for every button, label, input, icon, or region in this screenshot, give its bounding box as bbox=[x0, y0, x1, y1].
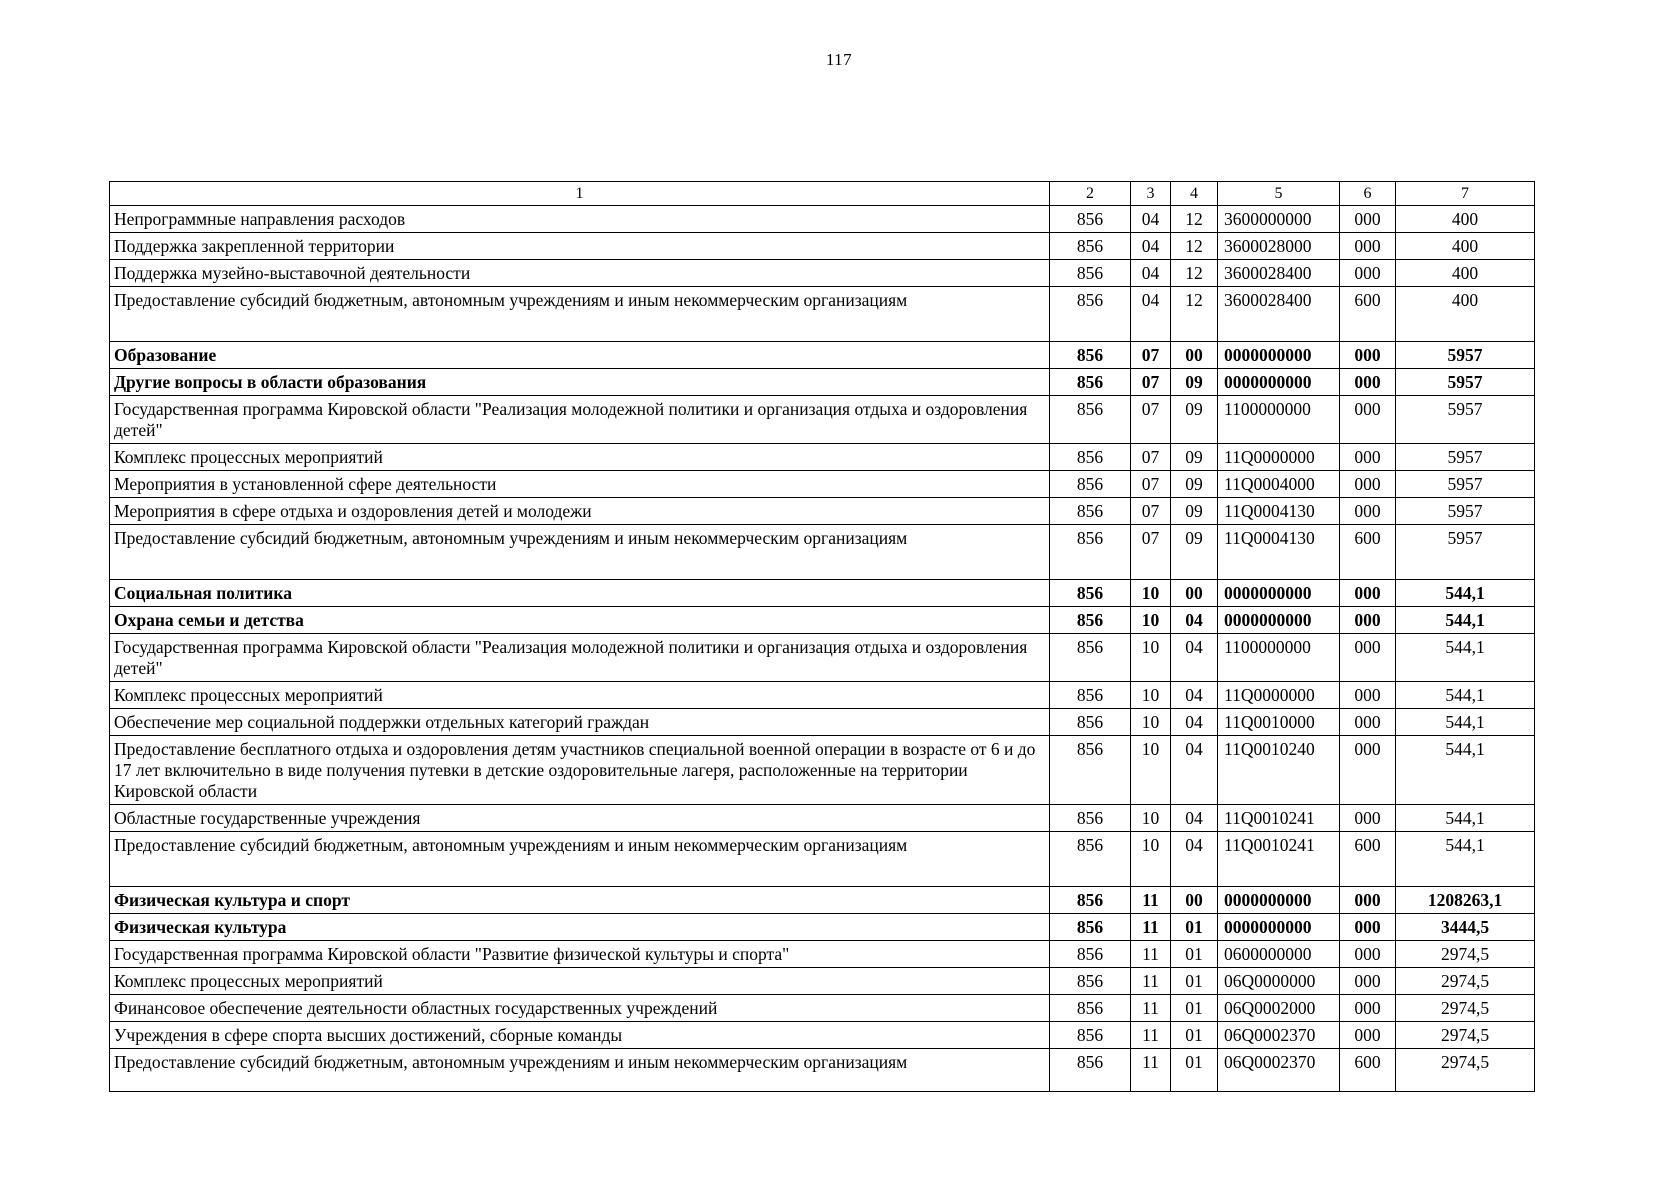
table-row bbox=[110, 233, 1535, 260]
row-description: Обеспечение мер социальной поддержки отдельных категорий граждан bbox=[110, 709, 1050, 736]
cell-ministry-code: 856 bbox=[1050, 342, 1131, 369]
cell-section-code: 11 bbox=[1131, 914, 1171, 941]
cell-amount: 5957 bbox=[1396, 498, 1535, 525]
cell-expense-type: 000 bbox=[1340, 634, 1396, 682]
column-header-1: 1 bbox=[110, 182, 1050, 206]
cell-subsection-code: 01 bbox=[1171, 1049, 1218, 1092]
table-row bbox=[110, 471, 1535, 498]
table-row bbox=[110, 580, 1535, 607]
cell-expense-type: 000 bbox=[1340, 471, 1396, 498]
cell-amount: 400 bbox=[1396, 287, 1535, 342]
cell-ministry-code: 856 bbox=[1050, 369, 1131, 396]
cell-target-article: 06Q0002370 bbox=[1218, 1049, 1340, 1092]
cell-ministry-code: 856 bbox=[1050, 260, 1131, 287]
cell-expense-type: 000 bbox=[1340, 736, 1396, 805]
cell-ministry-code: 856 bbox=[1050, 607, 1131, 634]
column-header-3: 3 bbox=[1131, 182, 1171, 206]
cell-target-article: 3600000000 bbox=[1218, 206, 1340, 233]
row-description: Физическая культура bbox=[110, 914, 1050, 941]
cell-expense-type: 000 bbox=[1340, 805, 1396, 832]
cell-target-article: 06Q0002370 bbox=[1218, 1022, 1340, 1049]
column-header-2: 2 bbox=[1050, 182, 1131, 206]
table-row bbox=[110, 260, 1535, 287]
cell-target-article: 3600028400 bbox=[1218, 260, 1340, 287]
cell-target-article: 3600028400 bbox=[1218, 287, 1340, 342]
cell-amount: 544,1 bbox=[1396, 736, 1535, 805]
cell-subsection-code: 04 bbox=[1171, 634, 1218, 682]
row-description: Мероприятия в сфере отдыха и оздоровления детей и молодежи bbox=[110, 498, 1050, 525]
cell-expense-type: 000 bbox=[1340, 206, 1396, 233]
cell-subsection-code: 00 bbox=[1171, 580, 1218, 607]
cell-subsection-code: 12 bbox=[1171, 287, 1218, 342]
column-header-7: 7 bbox=[1396, 182, 1535, 206]
cell-expense-type: 000 bbox=[1340, 260, 1396, 287]
row-description: Физическая культура и спорт bbox=[110, 887, 1050, 914]
row-description: Государственная программа Кировской области "Реализация молодежной политики и организация отдыха и оздоровления детей" bbox=[110, 396, 1050, 444]
cell-ministry-code: 856 bbox=[1050, 233, 1131, 260]
table-row bbox=[110, 941, 1535, 968]
cell-target-article: 11Q0004000 bbox=[1218, 471, 1340, 498]
table-row bbox=[110, 396, 1535, 444]
cell-ministry-code: 856 bbox=[1050, 498, 1131, 525]
cell-expense-type: 600 bbox=[1340, 525, 1396, 580]
cell-ministry-code: 856 bbox=[1050, 634, 1131, 682]
cell-section-code: 10 bbox=[1131, 709, 1171, 736]
cell-target-article: 1100000000 bbox=[1218, 396, 1340, 444]
cell-subsection-code: 09 bbox=[1171, 471, 1218, 498]
cell-ministry-code: 856 bbox=[1050, 995, 1131, 1022]
table-row bbox=[110, 342, 1535, 369]
cell-subsection-code: 01 bbox=[1171, 1022, 1218, 1049]
cell-amount: 2974,5 bbox=[1396, 995, 1535, 1022]
table-row bbox=[110, 287, 1535, 342]
cell-expense-type: 600 bbox=[1340, 832, 1396, 887]
cell-amount: 544,1 bbox=[1396, 634, 1535, 682]
cell-ministry-code: 856 bbox=[1050, 287, 1131, 342]
row-description: Другие вопросы в области образования bbox=[110, 369, 1050, 396]
row-description: Предоставление субсидий бюджетным, автономным учреждениям и иным некоммерческим организациям bbox=[110, 832, 1050, 887]
cell-ministry-code: 856 bbox=[1050, 887, 1131, 914]
cell-ministry-code: 856 bbox=[1050, 736, 1131, 805]
cell-ministry-code: 856 bbox=[1050, 444, 1131, 471]
row-description: Предоставление субсидий бюджетным, автономным учреждениям и иным некоммерческим организациям bbox=[110, 287, 1050, 342]
row-description: Предоставление субсидий бюджетным, автономным учреждениям и иным некоммерческим организациям bbox=[110, 1049, 1050, 1092]
cell-subsection-code: 01 bbox=[1171, 968, 1218, 995]
cell-section-code: 07 bbox=[1131, 444, 1171, 471]
cell-subsection-code: 04 bbox=[1171, 805, 1218, 832]
cell-amount: 5957 bbox=[1396, 369, 1535, 396]
cell-expense-type: 000 bbox=[1340, 369, 1396, 396]
cell-section-code: 07 bbox=[1131, 498, 1171, 525]
row-description: Социальная политика bbox=[110, 580, 1050, 607]
cell-expense-type: 600 bbox=[1340, 287, 1396, 342]
cell-section-code: 07 bbox=[1131, 525, 1171, 580]
cell-amount: 2974,5 bbox=[1396, 1049, 1535, 1092]
cell-amount: 400 bbox=[1396, 206, 1535, 233]
cell-subsection-code: 04 bbox=[1171, 832, 1218, 887]
cell-ministry-code: 856 bbox=[1050, 525, 1131, 580]
cell-section-code: 04 bbox=[1131, 260, 1171, 287]
cell-amount: 2974,5 bbox=[1396, 968, 1535, 995]
cell-amount: 544,1 bbox=[1396, 805, 1535, 832]
cell-target-article: 11Q0010241 bbox=[1218, 805, 1340, 832]
cell-subsection-code: 09 bbox=[1171, 498, 1218, 525]
cell-subsection-code: 04 bbox=[1171, 736, 1218, 805]
row-description: Предоставление субсидий бюджетным, автономным учреждениям и иным некоммерческим организациям bbox=[110, 525, 1050, 580]
cell-expense-type: 000 bbox=[1340, 498, 1396, 525]
cell-target-article: 3600028000 bbox=[1218, 233, 1340, 260]
cell-target-article: 0000000000 bbox=[1218, 580, 1340, 607]
cell-section-code: 11 bbox=[1131, 1049, 1171, 1092]
cell-section-code: 04 bbox=[1131, 206, 1171, 233]
cell-target-article: 06Q0000000 bbox=[1218, 968, 1340, 995]
table-row bbox=[110, 736, 1535, 805]
cell-expense-type: 600 bbox=[1340, 1049, 1396, 1092]
column-header-6: 6 bbox=[1340, 182, 1396, 206]
cell-section-code: 11 bbox=[1131, 968, 1171, 995]
cell-section-code: 11 bbox=[1131, 995, 1171, 1022]
cell-expense-type: 000 bbox=[1340, 233, 1396, 260]
cell-ministry-code: 856 bbox=[1050, 206, 1131, 233]
cell-subsection-code: 04 bbox=[1171, 682, 1218, 709]
cell-expense-type: 000 bbox=[1340, 396, 1396, 444]
cell-section-code: 10 bbox=[1131, 682, 1171, 709]
cell-section-code: 07 bbox=[1131, 369, 1171, 396]
cell-ministry-code: 856 bbox=[1050, 914, 1131, 941]
cell-section-code: 10 bbox=[1131, 634, 1171, 682]
cell-target-article: 11Q0004130 bbox=[1218, 525, 1340, 580]
cell-target-article: 0000000000 bbox=[1218, 914, 1340, 941]
cell-subsection-code: 00 bbox=[1171, 342, 1218, 369]
cell-ministry-code: 856 bbox=[1050, 682, 1131, 709]
cell-amount: 544,1 bbox=[1396, 709, 1535, 736]
cell-subsection-code: 09 bbox=[1171, 444, 1218, 471]
row-description: Учреждения в сфере спорта высших достижений, сборные команды bbox=[110, 1022, 1050, 1049]
cell-target-article: 11Q0010240 bbox=[1218, 736, 1340, 805]
table-row bbox=[110, 968, 1535, 995]
cell-ministry-code: 856 bbox=[1050, 805, 1131, 832]
cell-subsection-code: 09 bbox=[1171, 369, 1218, 396]
cell-amount: 5957 bbox=[1396, 525, 1535, 580]
cell-subsection-code: 01 bbox=[1171, 914, 1218, 941]
cell-amount: 400 bbox=[1396, 260, 1535, 287]
row-description: Поддержка закрепленной территории bbox=[110, 233, 1050, 260]
cell-subsection-code: 01 bbox=[1171, 995, 1218, 1022]
row-description: Мероприятия в установленной сфере деятельности bbox=[110, 471, 1050, 498]
cell-ministry-code: 856 bbox=[1050, 709, 1131, 736]
cell-target-article: 1100000000 bbox=[1218, 634, 1340, 682]
cell-section-code: 10 bbox=[1131, 607, 1171, 634]
cell-target-article: 11Q0000000 bbox=[1218, 682, 1340, 709]
cell-ministry-code: 856 bbox=[1050, 968, 1131, 995]
cell-amount: 544,1 bbox=[1396, 580, 1535, 607]
cell-expense-type: 000 bbox=[1340, 995, 1396, 1022]
cell-section-code: 10 bbox=[1131, 580, 1171, 607]
cell-subsection-code: 01 bbox=[1171, 941, 1218, 968]
cell-section-code: 07 bbox=[1131, 471, 1171, 498]
cell-ministry-code: 856 bbox=[1050, 1049, 1131, 1092]
cell-ministry-code: 856 bbox=[1050, 580, 1131, 607]
table-row bbox=[110, 444, 1535, 471]
cell-section-code: 10 bbox=[1131, 832, 1171, 887]
row-description: Финансовое обеспечение деятельности областных государственных учреждений bbox=[110, 995, 1050, 1022]
table-row bbox=[110, 369, 1535, 396]
table-row bbox=[110, 525, 1535, 580]
cell-subsection-code: 09 bbox=[1171, 525, 1218, 580]
cell-subsection-code: 00 bbox=[1171, 887, 1218, 914]
cell-amount: 2974,5 bbox=[1396, 941, 1535, 968]
cell-amount: 5957 bbox=[1396, 471, 1535, 498]
cell-subsection-code: 04 bbox=[1171, 709, 1218, 736]
cell-subsection-code: 12 bbox=[1171, 206, 1218, 233]
cell-subsection-code: 09 bbox=[1171, 396, 1218, 444]
cell-expense-type: 000 bbox=[1340, 682, 1396, 709]
table-row bbox=[110, 832, 1535, 887]
cell-expense-type: 000 bbox=[1340, 887, 1396, 914]
table-row bbox=[110, 914, 1535, 941]
row-description: Поддержка музейно-выставочной деятельности bbox=[110, 260, 1050, 287]
table-row bbox=[110, 634, 1535, 682]
cell-expense-type: 000 bbox=[1340, 914, 1396, 941]
cell-target-article: 11Q0010241 bbox=[1218, 832, 1340, 887]
page-number: 117 bbox=[825, 50, 853, 69]
row-description: Комплекс процессных мероприятий bbox=[110, 444, 1050, 471]
cell-amount: 5957 bbox=[1396, 396, 1535, 444]
table-header-row bbox=[110, 182, 1535, 206]
table-row bbox=[110, 805, 1535, 832]
cell-section-code: 04 bbox=[1131, 233, 1171, 260]
table-row bbox=[110, 498, 1535, 525]
cell-expense-type: 000 bbox=[1340, 968, 1396, 995]
row-description: Непрограммные направления расходов bbox=[110, 206, 1050, 233]
cell-amount: 544,1 bbox=[1396, 682, 1535, 709]
cell-amount: 2974,5 bbox=[1396, 1022, 1535, 1049]
cell-target-article: 11Q0004130 bbox=[1218, 498, 1340, 525]
cell-expense-type: 000 bbox=[1340, 342, 1396, 369]
cell-section-code: 07 bbox=[1131, 342, 1171, 369]
cell-section-code: 10 bbox=[1131, 805, 1171, 832]
column-header-4: 4 bbox=[1171, 182, 1218, 206]
cell-target-article: 0000000000 bbox=[1218, 369, 1340, 396]
cell-expense-type: 000 bbox=[1340, 580, 1396, 607]
table-row bbox=[110, 206, 1535, 233]
cell-expense-type: 000 bbox=[1340, 444, 1396, 471]
cell-ministry-code: 856 bbox=[1050, 396, 1131, 444]
cell-section-code: 10 bbox=[1131, 736, 1171, 805]
row-description: Государственная программа Кировской области "Развитие физической культуры и спорта" bbox=[110, 941, 1050, 968]
cell-ministry-code: 856 bbox=[1050, 471, 1131, 498]
cell-target-article: 11Q0010000 bbox=[1218, 709, 1340, 736]
table-row bbox=[110, 682, 1535, 709]
row-description: Комплекс процессных мероприятий bbox=[110, 682, 1050, 709]
cell-target-article: 0000000000 bbox=[1218, 887, 1340, 914]
cell-amount: 1208263,1 bbox=[1396, 887, 1535, 914]
cell-subsection-code: 12 bbox=[1171, 233, 1218, 260]
budget-table bbox=[109, 181, 1535, 1092]
cell-target-article: 0000000000 bbox=[1218, 607, 1340, 634]
cell-target-article: 0600000000 bbox=[1218, 941, 1340, 968]
table-row bbox=[110, 1022, 1535, 1049]
cell-expense-type: 000 bbox=[1340, 941, 1396, 968]
cell-amount: 5957 bbox=[1396, 444, 1535, 471]
cell-expense-type: 000 bbox=[1340, 709, 1396, 736]
cell-target-article: 0000000000 bbox=[1218, 342, 1340, 369]
table-row bbox=[110, 887, 1535, 914]
cell-ministry-code: 856 bbox=[1050, 1022, 1131, 1049]
cell-amount: 3444,5 bbox=[1396, 914, 1535, 941]
cell-ministry-code: 856 bbox=[1050, 941, 1131, 968]
cell-expense-type: 000 bbox=[1340, 1022, 1396, 1049]
cell-section-code: 11 bbox=[1131, 941, 1171, 968]
row-description: Охрана семьи и детства bbox=[110, 607, 1050, 634]
cell-amount: 544,1 bbox=[1396, 832, 1535, 887]
cell-target-article: 11Q0000000 bbox=[1218, 444, 1340, 471]
row-description: Комплекс процессных мероприятий bbox=[110, 968, 1050, 995]
table-row bbox=[110, 709, 1535, 736]
cell-amount: 5957 bbox=[1396, 342, 1535, 369]
row-description: Образование bbox=[110, 342, 1050, 369]
row-description: Областные государственные учреждения bbox=[110, 805, 1050, 832]
cell-section-code: 11 bbox=[1131, 887, 1171, 914]
cell-amount: 400 bbox=[1396, 233, 1535, 260]
cell-section-code: 07 bbox=[1131, 396, 1171, 444]
row-description: Государственная программа Кировской области "Реализация молодежной политики и организация отдыха и оздоровления детей" bbox=[110, 634, 1050, 682]
table-row bbox=[110, 607, 1535, 634]
cell-section-code: 04 bbox=[1131, 287, 1171, 342]
cell-expense-type: 000 bbox=[1340, 607, 1396, 634]
cell-amount: 544,1 bbox=[1396, 607, 1535, 634]
row-description: Предоставление бесплатного отдыха и оздоровления детям участников специальной военной операции в возрасте от 6 и до 17 лет включительно в виде получения путевки в детские оздоровительные лагеря, расположенные на территории Кировской области bbox=[110, 736, 1050, 805]
cell-target-article: 06Q0002000 bbox=[1218, 995, 1340, 1022]
table-row bbox=[110, 995, 1535, 1022]
table-row bbox=[110, 1049, 1535, 1092]
cell-section-code: 11 bbox=[1131, 1022, 1171, 1049]
cell-ministry-code: 856 bbox=[1050, 832, 1131, 887]
cell-subsection-code: 12 bbox=[1171, 260, 1218, 287]
cell-subsection-code: 04 bbox=[1171, 607, 1218, 634]
column-header-5: 5 bbox=[1218, 182, 1340, 206]
